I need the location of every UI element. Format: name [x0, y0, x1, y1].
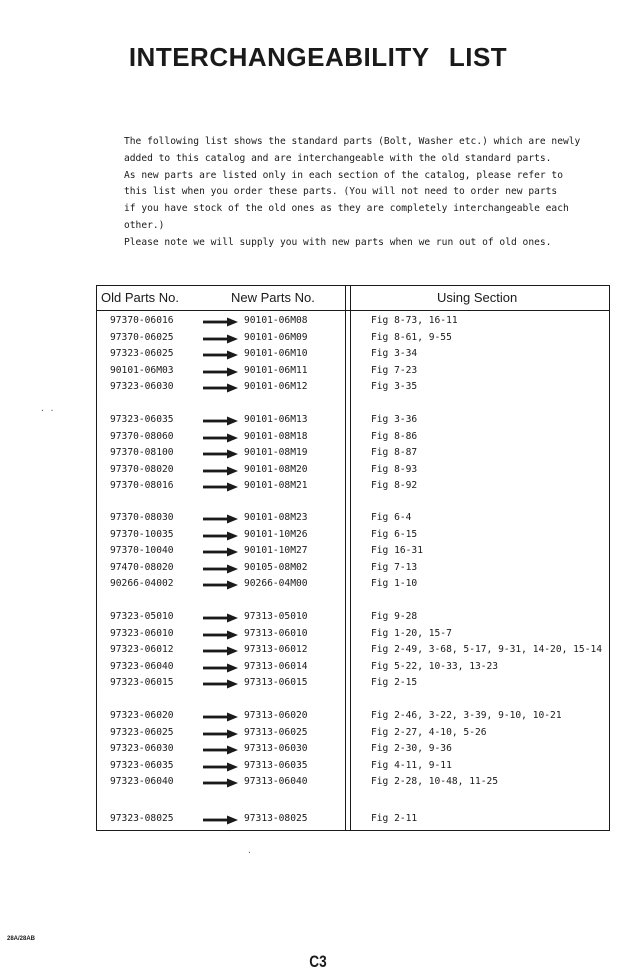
intro-line: Please note we will supply you with new parts when we run out of old ones. — [124, 236, 552, 248]
old-part-number: 97370-08060 — [110, 430, 174, 442]
intro-line: added to this catalog and are interchangeable with the old standard parts. — [124, 152, 552, 164]
using-section: Fig 2-11 — [371, 813, 418, 824]
new-part-number: 97313-06030 — [244, 743, 308, 754]
table-row — [97, 775, 609, 791]
table-row — [97, 347, 609, 363]
using-section: Fig 6-15 — [371, 528, 418, 540]
table-row — [97, 742, 609, 758]
right-arrow-icon — [201, 630, 241, 640]
using-section: Fig 16-31 — [371, 545, 423, 556]
new-part-number: 97313-05010 — [244, 611, 308, 622]
table-row — [97, 364, 609, 380]
using-section: Fig 2-28, 10-48, 11-25 — [371, 776, 499, 787]
table-row — [97, 511, 609, 527]
new-part-number: 90101-06M11 — [244, 364, 308, 376]
table-row — [97, 479, 609, 495]
using-section: Fig 2-27, 4-10, 5-26 — [371, 726, 487, 738]
table-row — [97, 627, 609, 643]
old-part-number: 97323-06025 — [110, 726, 174, 738]
old-part-number: 97370-08020 — [110, 463, 174, 475]
old-part-number: 97370-08016 — [110, 480, 174, 491]
new-part-number: 97313-06020 — [244, 710, 308, 721]
old-part-number: 97323-06040 — [110, 660, 174, 672]
using-section: Fig 7-13 — [371, 561, 418, 573]
new-part-number: 97313-06014 — [244, 660, 308, 672]
new-part-number: 97313-06010 — [244, 627, 308, 639]
right-arrow-icon — [201, 712, 241, 722]
new-part-number: 90266-04M00 — [244, 578, 308, 589]
old-part-number: 97370-08030 — [110, 512, 174, 523]
new-part-number: 90101-08M21 — [244, 480, 308, 491]
right-arrow-icon — [201, 334, 241, 344]
table-row — [97, 759, 609, 775]
right-arrow-icon — [201, 416, 241, 426]
using-section: Fig 5-22, 10-33, 13-23 — [371, 660, 499, 672]
old-part-number: 97370-10040 — [110, 545, 174, 556]
intro-paragraph — [124, 134, 594, 252]
right-arrow-icon — [201, 778, 241, 788]
old-part-number: 90266-04002 — [110, 578, 174, 589]
right-arrow-icon — [201, 433, 241, 443]
new-part-number: 90101-06M08 — [244, 315, 308, 326]
using-section: Fig 8-86 — [371, 430, 418, 442]
right-arrow-icon — [201, 564, 241, 574]
new-part-number: 97313-06040 — [244, 776, 308, 787]
intro-line: other.) — [124, 219, 165, 231]
using-section: Fig 7-23 — [371, 364, 418, 376]
right-arrow-icon — [201, 531, 241, 541]
old-part-number: 97323-06035 — [110, 414, 174, 425]
right-arrow-icon — [201, 482, 241, 492]
table-row — [97, 812, 609, 828]
right-arrow-icon — [201, 367, 241, 377]
using-section: Fig 9-28 — [371, 611, 418, 622]
table-row — [97, 430, 609, 446]
page-title: INTERCHANGEABILITY LIST — [128, 42, 508, 72]
right-arrow-icon — [201, 383, 241, 393]
table-row — [97, 528, 609, 544]
right-arrow-icon — [201, 762, 241, 772]
right-arrow-icon — [201, 547, 241, 557]
header-using-section: Using Section — [437, 290, 518, 305]
right-arrow-icon — [201, 679, 241, 689]
old-part-number: 97323-06015 — [110, 677, 174, 688]
scan-speck: · — [247, 848, 252, 857]
old-part-number: 97323-06030 — [110, 743, 174, 754]
using-section: Fig 8-73, 16-11 — [371, 315, 458, 326]
table-row — [97, 726, 609, 742]
new-part-number: 97313-06025 — [244, 726, 308, 738]
header-old-parts: Old Parts No. — [101, 290, 180, 305]
using-section: Fig 1-10 — [371, 578, 418, 589]
old-part-number: 97323-06010 — [110, 627, 174, 639]
old-part-number: 97323-06040 — [110, 776, 174, 787]
old-part-number: 97370-06016 — [110, 315, 174, 326]
right-arrow-icon — [201, 466, 241, 476]
table-row — [97, 463, 609, 479]
right-arrow-icon — [201, 449, 241, 459]
interchangeability-table — [96, 285, 610, 831]
using-section: Fig 2-49, 3-68, 5-17, 9-31, 14-20, 15-14 — [371, 644, 603, 655]
new-part-number: 90101-08M20 — [244, 463, 308, 475]
right-arrow-icon — [201, 646, 241, 656]
using-section: Fig 2-30, 9-36 — [371, 743, 452, 754]
right-arrow-icon — [201, 514, 241, 524]
new-part-number: 90101-08M23 — [244, 512, 308, 523]
old-part-number: 97323-08025 — [110, 813, 174, 824]
right-arrow-icon — [201, 745, 241, 755]
right-arrow-icon — [201, 580, 241, 590]
new-part-number: 90101-08M18 — [244, 430, 308, 442]
using-section: Fig 8-87 — [371, 447, 418, 458]
using-section: Fig 3-34 — [371, 348, 418, 359]
table-row — [97, 544, 609, 560]
new-part-number: 97313-06015 — [244, 677, 308, 688]
table-row — [97, 610, 609, 626]
new-part-number: 90101-10M26 — [244, 528, 308, 540]
using-section: Fig 1-20, 15-7 — [371, 627, 452, 639]
old-part-number: 97323-06020 — [110, 710, 174, 721]
table-row — [97, 561, 609, 577]
old-part-number: 97323-06030 — [110, 381, 174, 392]
using-section: Fig 6-4 — [371, 512, 412, 523]
table-row — [97, 413, 609, 429]
table-row — [97, 709, 609, 725]
using-section: Fig 8-61, 9-55 — [371, 331, 452, 343]
old-part-number: 97370-08100 — [110, 447, 174, 458]
new-part-number: 90101-08M19 — [244, 447, 308, 458]
new-part-number: 97313-06035 — [244, 759, 308, 771]
new-part-number: 90101-10M27 — [244, 545, 308, 556]
header-rule — [97, 310, 609, 311]
model-code: 28A/28AB — [7, 936, 36, 942]
intro-line: this list when you order these parts. (You will not need to order new parts — [124, 186, 558, 198]
old-part-number: 97323-06012 — [110, 644, 174, 655]
new-part-number: 97313-08025 — [244, 813, 308, 824]
table-row — [97, 643, 609, 659]
old-part-number: 97323-05010 — [110, 611, 174, 622]
scan-speck: · · — [40, 406, 55, 415]
right-arrow-icon — [201, 613, 241, 623]
old-part-number: 97470-08020 — [110, 561, 174, 573]
table-row — [97, 446, 609, 462]
right-arrow-icon — [201, 317, 241, 327]
right-arrow-icon — [201, 350, 241, 360]
table-row — [97, 660, 609, 676]
old-part-number: 97323-06035 — [110, 759, 174, 771]
intro-line: if you have stock of the old ones as they are completely interchangeable each — [124, 203, 569, 215]
old-part-number: 97370-06025 — [110, 331, 174, 343]
using-section: Fig 3-35 — [371, 381, 418, 392]
new-part-number: 90105-08M02 — [244, 561, 308, 573]
table-row — [97, 331, 609, 347]
old-part-number: 97323-06025 — [110, 348, 174, 359]
old-part-number: 97370-10035 — [110, 528, 174, 540]
new-part-number: 90101-06M13 — [244, 414, 308, 425]
table-row — [97, 676, 609, 692]
table-row — [97, 577, 609, 593]
using-section: Fig 3-36 — [371, 414, 418, 425]
header-new-parts: New Parts No. — [231, 290, 315, 305]
using-section: Fig 2-46, 3-22, 3-39, 9-10, 10-21 — [371, 710, 562, 721]
using-section: Fig 4-11, 9-11 — [371, 759, 452, 771]
right-arrow-icon — [201, 663, 241, 673]
new-part-number: 90101-06M09 — [244, 331, 308, 343]
old-part-number: 90101-06M03 — [110, 364, 174, 376]
intro-line: The following list shows the standard parts (Bolt, Washer etc.) which are newly — [124, 136, 581, 147]
new-part-number: 90101-06M12 — [244, 381, 308, 392]
new-part-number: 97313-06012 — [244, 644, 308, 655]
table-row — [97, 380, 609, 396]
using-section: Fig 8-93 — [371, 463, 418, 475]
right-arrow-icon — [201, 729, 241, 739]
using-section: Fig 2-15 — [371, 677, 418, 688]
using-section: Fig 8-92 — [371, 480, 418, 491]
right-arrow-icon — [201, 815, 241, 825]
new-part-number: 90101-06M10 — [244, 348, 308, 359]
intro-line: As new parts are listed only in each section of the catalog, please refer to — [124, 169, 563, 181]
table-row — [97, 314, 609, 330]
page-number: C3 — [309, 952, 327, 971]
